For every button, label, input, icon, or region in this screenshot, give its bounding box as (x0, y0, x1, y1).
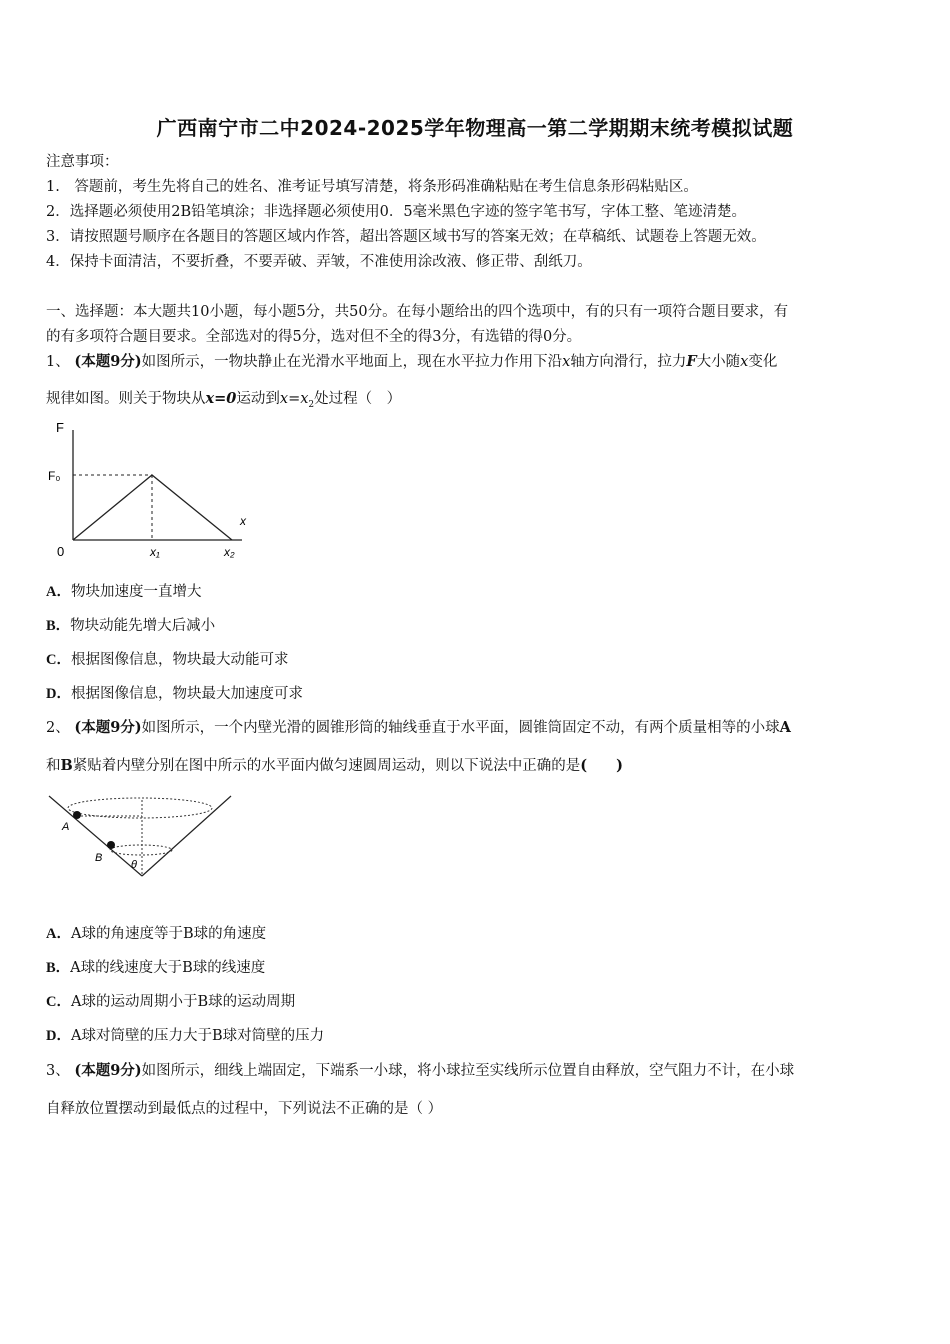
q2-line1 (46, 718, 908, 738)
q1-number: 1、 (46, 354, 70, 370)
option-key: C． (46, 994, 71, 1010)
q1-line1 (46, 352, 908, 372)
q1-cond-start: x=0 (205, 390, 237, 407)
option-text: 根据图像信息，物块最大加速度可求 (70, 686, 303, 702)
option-text: A球的运动周期小于B球的运动周期 (70, 994, 296, 1010)
q2-text: 紧贴着内壁分别在图中所示的水平面内做匀速圆周运动，则以下说法中正确的是 (72, 758, 581, 774)
q2-text: 和 (46, 758, 61, 774)
q2-ball-b: B (60, 757, 73, 774)
q1-option-a[interactable] (46, 582, 201, 602)
graph-f0-label: F₀ (48, 469, 61, 483)
q2-option-c[interactable] (46, 992, 295, 1012)
label-b: B (95, 852, 103, 864)
graph-x-label: x (240, 514, 246, 528)
graph-y-label: F (56, 420, 64, 435)
q1-line2 (46, 389, 908, 415)
q1-option-b[interactable] (46, 616, 215, 636)
notice-item: 1. 答题前，考生先将自己的姓名、准考证号填写清楚，将条形码准确粘贴在考生信息条形码粘贴区。 (46, 179, 698, 195)
q1-option-d[interactable] (46, 684, 303, 704)
ball-a (73, 811, 81, 819)
page-title: 广西南宁市二中2024-2025学年物理高一第二学期期末统考模拟试题 (156, 116, 794, 140)
q1-var-x: x (740, 354, 749, 370)
q2-number: 2、 (46, 720, 70, 736)
q2-answer-paren: ( ) (580, 757, 623, 774)
q3-line1 (46, 1061, 908, 1081)
option-text: 物块动能先增大后减小 (70, 618, 216, 634)
q3-number: 3、 (46, 1063, 70, 1079)
notice-heading: 注意事项： (46, 154, 119, 170)
q3-line2: 自释放位置摆动到最低点的过程中，下列说法不正确的是（ ） (46, 1101, 443, 1117)
option-key: D． (46, 1028, 71, 1044)
q2-score: (本题9分) (74, 719, 142, 736)
graph-origin: 0 (57, 544, 65, 559)
option-text: 物块加速度一直增大 (70, 584, 202, 600)
q1-cond-sub: 2 (308, 399, 315, 410)
option-key: C． (46, 652, 71, 668)
q1-text: 规律如图。则关于物块从 (46, 391, 206, 407)
orbit-a (68, 798, 212, 818)
q3-score: (本题9分) (74, 1062, 142, 1079)
cone-right-wall (142, 796, 231, 876)
q2-ball-a: A (779, 719, 791, 736)
notice-item: 3．请按照题号顺序在各题目的答题区域内作答，超出答题区域书写的答案无效；在草稿纸、试题卷上答题无效。 (46, 229, 766, 245)
option-text: 根据图像信息，物块最大动能可求 (70, 652, 289, 668)
q1-text: 大小随 (696, 354, 741, 370)
q1-var-x: x (562, 354, 571, 370)
notice-item: 4．保持卡面清洁，不要折叠，不要弄破、弄皱，不准使用涂改液、修正带、刮纸刀。 (46, 254, 592, 270)
q1-text: 变化 (748, 354, 778, 370)
q1-text: 轴方向滑行，拉力 (570, 354, 687, 370)
option-key: D． (46, 686, 71, 702)
section-intro-line2: 的有多项符合题目要求。全部选对的得5分，选对但不全的得3分，有选错的得0分。 (46, 329, 582, 345)
label-a: A (62, 821, 70, 833)
option-key: B． (46, 618, 71, 634)
q1-var-f: F (686, 353, 697, 370)
q2-option-a[interactable] (46, 924, 266, 944)
q2-line2 (46, 756, 908, 776)
option-key: A． (46, 584, 71, 600)
graph-x2-label: x₂ (224, 545, 235, 559)
q2-option-d[interactable] (46, 1026, 324, 1046)
q2-text: 如图所示，一个内壁光滑的圆锥形筒的轴线垂直于水平面，圆锥筒固定不动，有两个质量相等的小球 (141, 720, 780, 736)
ball-b (107, 841, 115, 849)
option-text: A球对筒壁的压力大于B球对筒壁的压力 (70, 1028, 325, 1044)
option-key: B． (46, 960, 71, 976)
notice-item: 2．选择题必须使用2B铅笔填涂；非选择题必须使用0．5毫米黑色字迹的签字笔书写，字体工整、笔迹清楚。 (46, 204, 747, 220)
label-theta: θ (131, 859, 137, 871)
q3-text: 如图所示，细线上端固定，下端系一小球，将小球拉至实线所示位置自由释放，空气阻力不计，在小球 (141, 1063, 795, 1079)
q1-cond-end: x=x (279, 391, 309, 407)
option-key: A． (46, 926, 71, 942)
q2-cone-figure (44, 790, 239, 882)
graph-x1-label: x₁ (150, 545, 160, 559)
q2-option-b[interactable] (46, 958, 265, 978)
q1-text: 处过程（ ） (314, 391, 402, 407)
option-text: A球的线速度大于B球的线速度 (70, 960, 266, 976)
section-intro-line1: 一、选择题：本大题共10小题，每小题5分，共50分。在每小题给出的四个选项中，有的只有一项符合题目要求，有 (46, 304, 789, 320)
cone-left-wall (49, 796, 142, 876)
q1-text: 运动到 (236, 391, 280, 407)
option-text: A球的角速度等于B球的角速度 (70, 926, 267, 942)
q1-text: 如图所示，一物块静止在光滑水平地面上，现在水平拉力作用下沿 (141, 354, 563, 370)
orbit-b (110, 845, 172, 855)
q1-option-c[interactable] (46, 650, 288, 670)
q1-score: (本题9分) (74, 353, 142, 370)
q1-force-graph (44, 418, 254, 568)
